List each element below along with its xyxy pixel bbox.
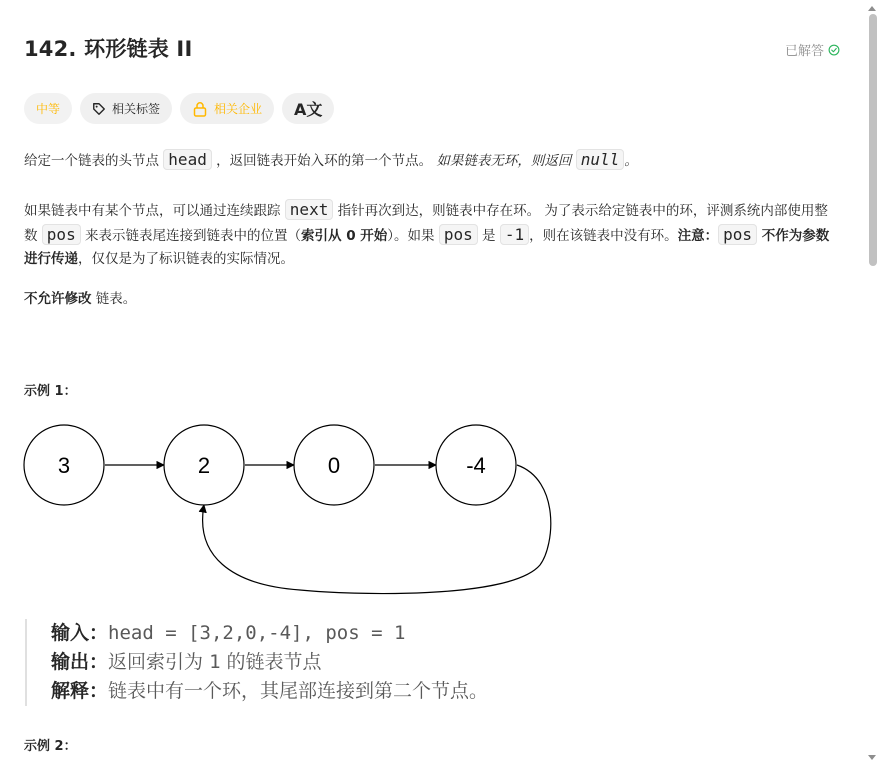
list-node: [24, 425, 104, 505]
code-next: next: [285, 199, 334, 220]
code-pos: pos: [42, 224, 81, 245]
example-explain-line: [51, 677, 488, 706]
example-1-block: [25, 619, 488, 706]
scrollbar-thumb[interactable]: [869, 14, 877, 266]
text: 给定一个链表的头节点: [24, 153, 164, 169]
check-circle-icon: [828, 44, 840, 56]
bold-text: 索引从 0 开始: [301, 228, 388, 244]
output-key: 输出：: [51, 651, 109, 673]
output-value-code: 1: [209, 651, 221, 673]
list-node: [436, 425, 516, 505]
related-companies-button[interactable]: [180, 93, 274, 124]
linked-list-diagram: [0, 415, 600, 605]
text: 链表。: [91, 291, 137, 307]
text: 指针再次到达，则链表中存在环。 为了表示给定链表中的环，评测系统内部使用整数: [24, 203, 828, 244]
scroll-up-arrow-icon[interactable]: [868, 6, 876, 11]
node-value: 0: [327, 453, 341, 478]
text: ，返回链表开始入环的第一个节点。: [211, 153, 437, 169]
input-value: head = [3,2,0,-4], pos = 1: [108, 622, 406, 644]
list-node: [294, 425, 374, 505]
translate-icon: A文: [294, 100, 323, 119]
difficulty-badge[interactable]: [24, 93, 72, 124]
related-tags-button[interactable]: [80, 93, 172, 124]
text: 来表示链表尾连接到链表中的位置（: [80, 228, 301, 244]
solved-status: [785, 40, 840, 59]
text: ，仅仅是为了标识链表的实际情况。: [78, 251, 294, 267]
description-paragraph-3: [24, 288, 836, 311]
related-tags-label: 相关标签: [112, 102, 161, 116]
description-paragraph-1: [24, 148, 836, 173]
node-value: 2: [197, 453, 211, 478]
input-key: 输入：: [51, 622, 109, 644]
example-input-line: [51, 619, 488, 648]
explain-value: 链表中有一个环，其尾部连接到第二个节点。: [108, 680, 489, 702]
output-value: 的链表节点: [220, 651, 322, 673]
text: 如果链表中有某个节点，可以通过连续跟踪: [24, 203, 285, 219]
vertical-scrollbar[interactable]: [866, 0, 880, 766]
code-pos: pos: [718, 224, 757, 245]
solved-status-label: 已解答: [784, 44, 824, 59]
problem-title: 142. 环形链表 II: [24, 37, 193, 61]
translate-button[interactable]: [282, 93, 334, 124]
text: 是: [477, 228, 500, 244]
code-minus-one: -1: [500, 224, 529, 245]
explain-key: 解释：: [51, 680, 109, 702]
output-value: 返回索引为: [108, 651, 210, 673]
text: 如果链表无环，则返回: [436, 153, 576, 169]
code-null: null: [576, 149, 625, 170]
difficulty-label: 中等: [36, 102, 61, 116]
description-paragraph-2: [24, 198, 836, 271]
bold-text: 不作为参数进行传递: [24, 228, 830, 267]
code-pos: pos: [439, 224, 478, 245]
example-1-heading: 示例 1：: [24, 384, 77, 399]
example-output-line: [51, 648, 488, 677]
list-node: [164, 425, 244, 505]
bold-text: 注意：: [677, 228, 719, 244]
text: ）。如果: [387, 228, 439, 244]
example-2-heading: 示例 2：: [24, 739, 77, 754]
related-companies-label: 相关企业: [214, 102, 263, 116]
node-value: -4: [466, 453, 486, 478]
tag-bar: [24, 93, 334, 124]
text: 。: [624, 153, 638, 169]
node-value: 3: [57, 453, 71, 478]
lock-icon: [192, 101, 208, 117]
text: ，则在该链表中没有环。: [529, 228, 678, 244]
tag-icon: [92, 102, 106, 116]
code-head: head: [163, 149, 212, 170]
bold-text: 不允许修改: [24, 291, 92, 307]
scroll-down-arrow-icon[interactable]: [868, 755, 876, 760]
